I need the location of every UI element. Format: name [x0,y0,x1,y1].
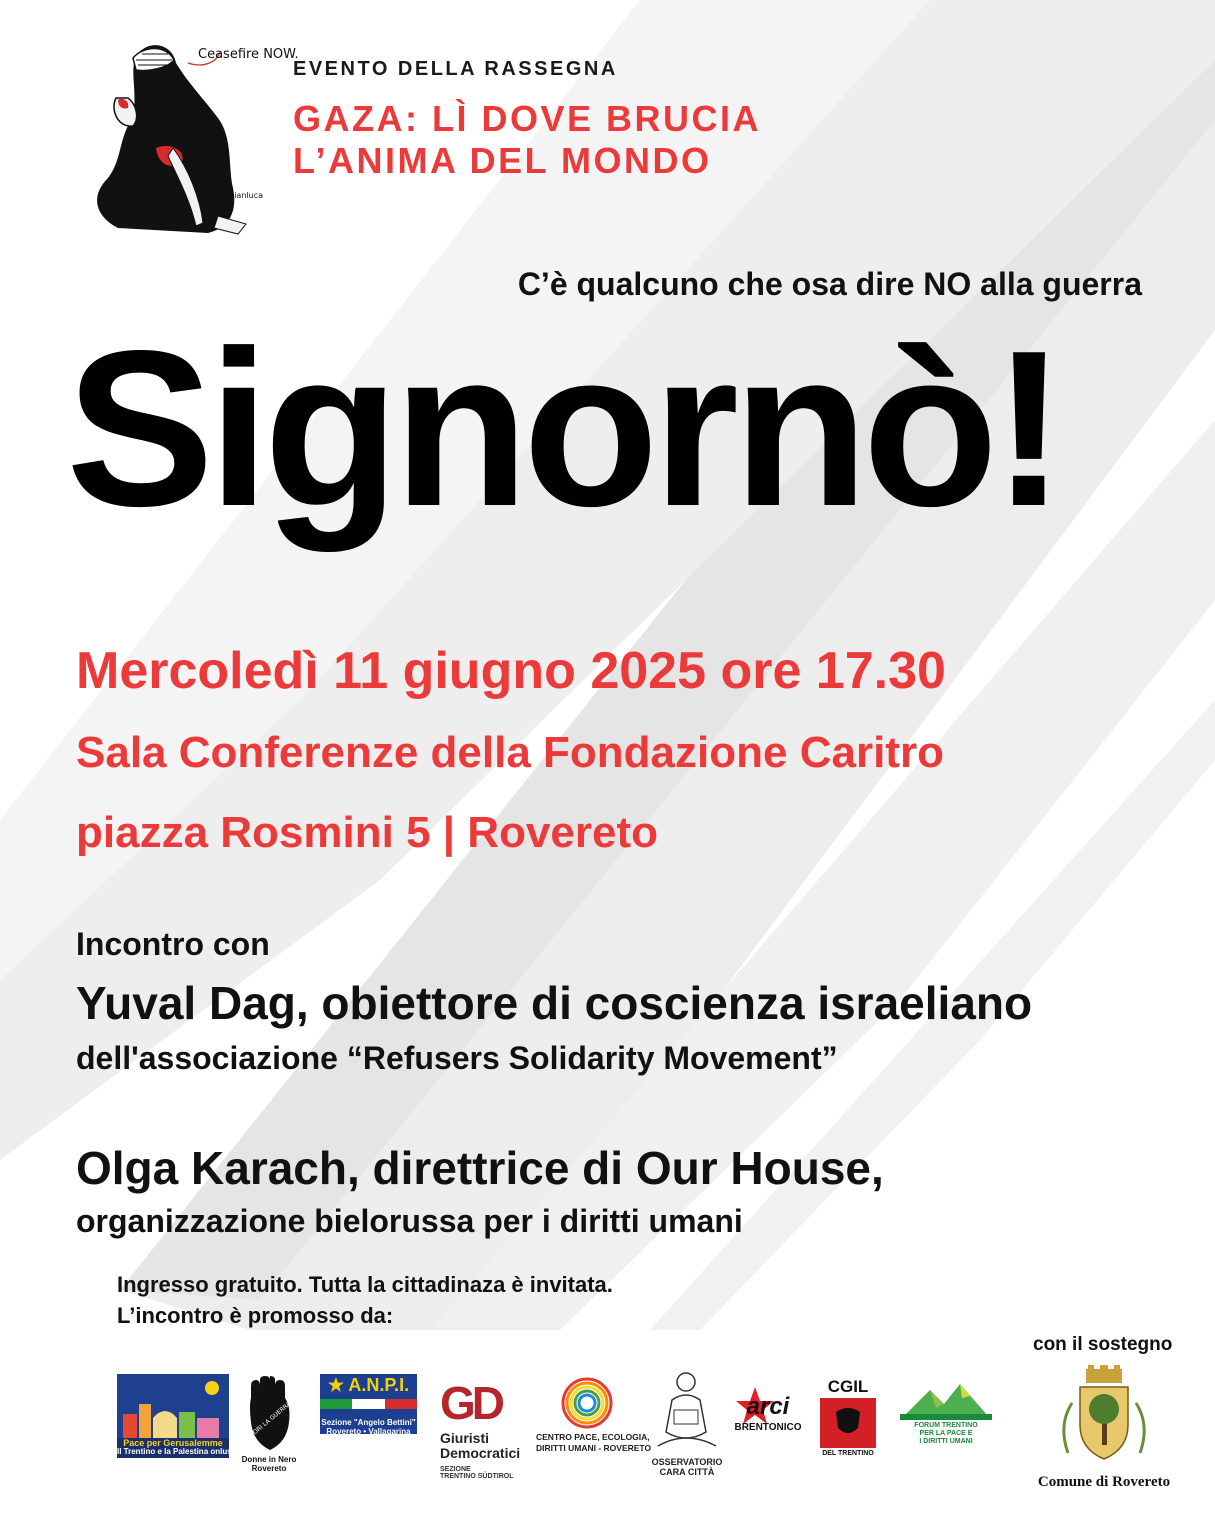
meeting-intro: Incontro con [76,926,270,962]
support-label: con il sostegno [1033,1334,1173,1355]
logo-donne-subtitle: Rovereto [251,1464,287,1473]
logo-gd-sub-2: TRENTINO SÜDTIROL [440,1473,514,1480]
logo-gd-sub-1: SEZIONE [440,1466,471,1473]
speaker-1-organization: dell'associazione “Refusers Solidarity Movement” [76,1040,838,1076]
logo-forum-line-2: PER LA PACE E [919,1430,973,1438]
logo-osservatorio-figure-icon [652,1370,722,1456]
event-date-time: Mercoledì 11 giugno 2025 ore 17.30 [76,642,946,700]
logo-gd-name-2: Democratici [440,1444,521,1461]
logo-forum-line-3: I DIRITTI UMANI [919,1438,973,1446]
logo-anpi-section: Sezione "Angelo Bettini" [321,1418,416,1427]
speaker-2-organization: organizzazione bielorussa per i diritti umani [76,1203,743,1239]
speaker-2-name: Olga Karach, direttrice di Our House, [76,1142,884,1194]
logo-cgil [820,1398,876,1448]
logo-pace-title: Pace per Gerusalemme [123,1438,223,1448]
logo-cgil-sub: DEL TRENTINO [822,1450,874,1457]
speaker-1-name: Yuval Dag, obiettore di coscienza israeliano [76,977,1033,1029]
logo-centro-pace-line-1: CENTRO PACE, ECOLOGIA, [536,1432,650,1442]
series-title-line-2: L’ANIMA DEL MONDO [293,140,712,181]
logo-anpi-area: Rovereto • Vallagarina [326,1427,411,1436]
logo-arci-text: arci [746,1393,790,1420]
logo-centro-pace-rainbow-icon [560,1376,614,1430]
headline: Signornò! [66,305,1061,553]
ceasefire-caption: Ceasefire NOW. [198,47,299,62]
logo-cgil-text: CGIL [827,1377,869,1396]
logo-pace-per-gerusalemme [117,1374,232,1458]
event-venue: Sala Conferenze della Fondazione Caritro [76,728,944,777]
logo-forum-trentino-mountain-icon [900,1376,992,1422]
promoted-by-label: L’incontro è promosso da: [117,1303,394,1328]
entry-note: Ingresso gratuito. Tutta la cittadinaza è invitata. [117,1272,613,1297]
series-title-line-1: GAZA: LÌ DOVE BRUCIA [293,98,761,139]
logo-anpi-title: ★ A.N.P.I. [327,1375,410,1395]
logo-giuristi-democratici [440,1378,520,1428]
event-series-eyebrow: EVENTO DELLA RASSEGNA [293,58,618,80]
logo-pace-subtitle: Il Trentino e la Palestina onlus [117,1447,232,1456]
logo-osservatorio-line-2: CARA CITTÀ [659,1466,715,1477]
logo-arci-sub: BRENTONICO [734,1422,802,1433]
tagline: C’è qualcuno che osa dire NO alla guerra [517,266,1142,302]
svg-text:Gianluca: Gianluca [228,191,263,200]
logo-comune-caption: Comune di Rovereto [1037,1474,1171,1490]
logo-gd-name-1: Giuristi [440,1430,490,1446]
logo-gd-mark: GD [440,1377,501,1429]
comune-di-rovereto-crest-icon [1058,1365,1150,1470]
svg-text:FUORI LA GUERRA: FUORI LA GUERRA [245,1400,293,1442]
logo-donne-in-nero [245,1376,295,1454]
event-address: piazza Rosmini 5 | Rovereto [76,808,659,857]
ceasefire-illustration [78,38,299,243]
logo-forum-line-1: FORUM TRENTINO [914,1422,978,1429]
logo-centro-pace-line-2: DIRITTI UMANI - ROVERETO [536,1442,652,1453]
logo-osservatorio-line-1: OSSERVATORIO [651,1457,723,1467]
logo-donne-title: Donne in Nero [241,1455,297,1464]
